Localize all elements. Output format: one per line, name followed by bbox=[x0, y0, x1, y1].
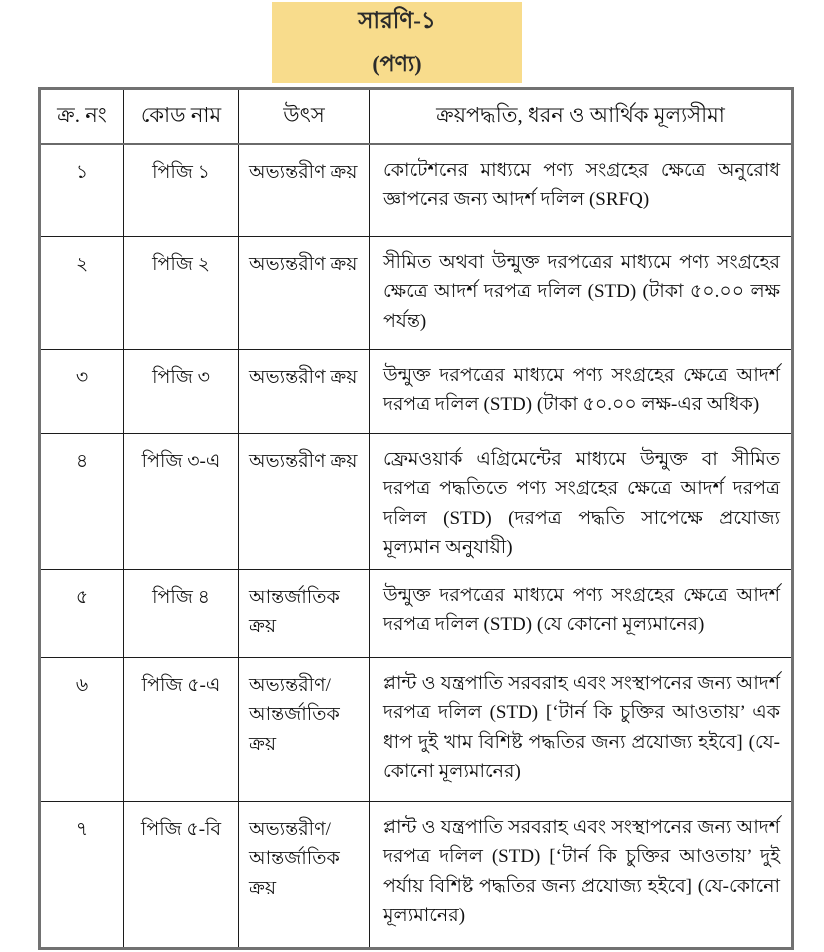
table-row bbox=[40, 350, 793, 434]
table-row bbox=[40, 144, 793, 237]
method-cell: প্লান্ট ও যন্ত্রপাতি সরবরাহ এবং সংস্থাপনের জন্য আদর্শ দরপত্র দলিল (STD) [‘টার্ন কি চুক্তির আওতায়’ দুই পর্যায় বিশিষ্ট পদ্ধতির জন্য প্রযোজ্য হইবে] (যে-কোনো মূল্যমানের) bbox=[370, 802, 793, 949]
table-title: সারণি-১ bbox=[358, 7, 436, 33]
table-row bbox=[40, 658, 793, 802]
source-cell: অভ্যন্তরীণ ক্রয় bbox=[239, 350, 370, 434]
table-row bbox=[40, 237, 793, 350]
code-cell: পিজি ৫-বি bbox=[124, 802, 239, 949]
serial-cell: ২ bbox=[40, 237, 124, 350]
table-row bbox=[40, 434, 793, 570]
code-cell: পিজি ৫-এ bbox=[124, 658, 239, 802]
source-cell: অভ্যন্তরীণ ক্রয় bbox=[239, 144, 370, 237]
method-cell: ফ্রেমওয়ার্ক এগ্রিমেন্টের মাধ্যমে উন্মুক্ত বা সীমিত দরপত্র পদ্ধতিতে পণ্য সংগ্রহের ক্ষেত্রে আদর্শ দরপত্র দলিল (STD) (দরপত্র পদ্ধতি সাপেক্ষে প্রযোজ্য মূল্যমান অনুযায়ী) bbox=[370, 434, 793, 570]
source-cell: অভ্যন্তরীণ ক্রয় bbox=[239, 237, 370, 350]
method-cell: উন্মুক্ত দরপত্রের মাধ্যমে পণ্য সংগ্রহের ক্ষেত্রে আদর্শ দরপত্র দলিল (STD) (যে কোনো মূল্যমানের) bbox=[370, 570, 793, 658]
serial-cell: ৪ bbox=[40, 434, 124, 570]
table-row bbox=[40, 570, 793, 658]
serial-cell: ৩ bbox=[40, 350, 124, 434]
method-cell: কোটেশনের মাধ্যমে পণ্য সংগ্রহের ক্ষেত্রে অনুরোধ জ্ঞাপনের জন্য আদর্শ দলিল (SRFQ) bbox=[370, 144, 793, 237]
header-method: ক্রয়পদ্ধতি, ধরন ও আর্থিক মূল্যসীমা bbox=[370, 89, 793, 144]
method-cell: সীমিত অথবা উন্মুক্ত দরপত্রের মাধ্যমে পণ্য সংগ্রহের ক্ষেত্রে আদর্শ দরপত্র দলিল (STD) (টাকা ৫০.০০ লক্ষ পর্যন্ত) bbox=[370, 237, 793, 350]
source-cell: আন্তর্জাতিক ক্রয় bbox=[239, 570, 370, 658]
serial-cell: ৬ bbox=[40, 658, 124, 802]
header-code-name: কোড নাম bbox=[124, 89, 239, 144]
code-cell: পিজি ৪ bbox=[124, 570, 239, 658]
header-serial-no: ক্র. নং bbox=[40, 89, 124, 144]
serial-cell: ১ bbox=[40, 144, 124, 237]
serial-cell: ৫ bbox=[40, 570, 124, 658]
code-cell: পিজি ৩ bbox=[124, 350, 239, 434]
code-cell: পিজি ৩-এ bbox=[124, 434, 239, 570]
code-cell: পিজি ১ bbox=[124, 144, 239, 237]
source-cell: অভ্যন্তরীণ/ আন্তর্জাতিক ক্রয় bbox=[239, 802, 370, 949]
table-row bbox=[40, 802, 793, 949]
header-source: উৎস bbox=[239, 89, 370, 144]
source-cell: অভ্যন্তরীণ ক্রয় bbox=[239, 434, 370, 570]
code-cell: পিজি ২ bbox=[124, 237, 239, 350]
procurement-methods-table bbox=[38, 87, 794, 950]
table-subtitle: (পণ্য) bbox=[372, 50, 422, 76]
method-cell: উন্মুক্ত দরপত্রের মাধ্যমে পণ্য সংগ্রহের ক্ষেত্রে আদর্শ দরপত্র দলিল (STD) (টাকা ৫০.০০ লক্ষ-এর অধিক) bbox=[370, 350, 793, 434]
method-cell: প্লান্ট ও যন্ত্রপাতি সরবরাহ এবং সংস্থাপনের জন্য আদর্শ দরপত্র দলিল (STD) [‘টার্ন কি চুক্তির আওতায়’ এক ধাপ দুই খাম বিশিষ্ট পদ্ধতির জন্য প্রযোজ্য হইবে] (যে-কোনো মূল্যমানের) bbox=[370, 658, 793, 802]
serial-cell: ৭ bbox=[40, 802, 124, 949]
table-title-highlight bbox=[272, 2, 522, 83]
table-header-row bbox=[40, 89, 793, 144]
source-cell: অভ্যন্তরীণ/ আন্তর্জাতিক ক্রয় bbox=[239, 658, 370, 802]
